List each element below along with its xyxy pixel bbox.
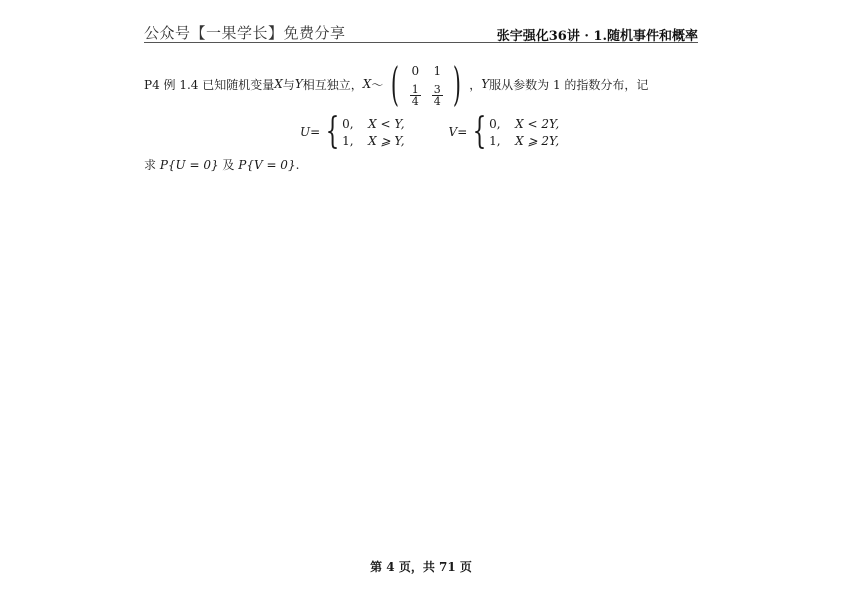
var-x: X <box>274 77 283 91</box>
v-case2-cond: X ⩾ 2Y, <box>515 133 560 148</box>
definitions <box>300 111 560 152</box>
u-case2-val: 1, <box>342 133 354 148</box>
ask-and: 及 <box>218 158 239 172</box>
right-paren: ) <box>453 57 462 111</box>
v-case1-cond: X < 2Y, <box>515 116 560 131</box>
tilde: ～ <box>371 77 384 92</box>
v-brace: { <box>472 111 487 152</box>
v-lhs: V <box>448 125 458 139</box>
ask-prefix: 求 <box>144 158 160 172</box>
problem-question <box>144 156 299 173</box>
p1-den: 4 <box>411 94 419 108</box>
v-case2-val: 1, <box>489 133 501 148</box>
var-y: Y <box>294 77 303 91</box>
u-definition <box>300 111 405 152</box>
p2-num: 3 <box>433 82 441 96</box>
header-left: 公众号【一果学长】免费分享 <box>144 24 346 42</box>
ask-expr-1: P{U = 0} <box>159 158 219 172</box>
v-cases <box>489 117 559 148</box>
y-var: Y <box>481 77 490 91</box>
u-lhs: U <box>300 125 311 139</box>
page-footer: 第 4 页，共 71 页 <box>370 560 472 574</box>
matrix-p2 <box>432 84 443 107</box>
text-indep: 相互独立， <box>302 77 363 92</box>
text-mid: 与 <box>282 77 295 92</box>
p1-num: 1 <box>411 82 419 96</box>
v-eq: = <box>457 125 468 139</box>
u-case2-cond: X ⩾ Y, <box>368 133 405 148</box>
matrix-v1: 0 <box>411 64 420 78</box>
ask-expr-2: P{V = 0} <box>238 158 296 172</box>
left-paren: ( <box>391 57 400 111</box>
y-desc: 服从参数为 1 的指数分布，记 <box>489 77 649 92</box>
ask-end: . <box>295 158 300 172</box>
u-brace: { <box>325 111 340 152</box>
u-cases <box>342 117 404 148</box>
x-dist-var: X <box>362 77 372 91</box>
problem-line-1 <box>144 57 649 111</box>
problem-intro: P4 例 1.4 已知随机变量 <box>144 77 275 92</box>
header-rule <box>144 42 698 43</box>
p2-den: 4 <box>433 94 441 108</box>
v-definition <box>448 111 560 152</box>
u-case1-val: 0, <box>342 116 354 131</box>
matrix-grid <box>404 60 448 108</box>
matrix-v2: 1 <box>433 64 442 78</box>
matrix-p1 <box>410 84 421 107</box>
u-eq: = <box>310 125 321 139</box>
distribution-matrix <box>386 57 466 111</box>
text-after: ， <box>469 77 482 92</box>
header-right: 张宇强化36讲 · 1.随机事件和概率 <box>496 29 698 44</box>
v-case1-val: 0, <box>489 116 501 131</box>
u-case1-cond: X < Y, <box>368 116 405 131</box>
